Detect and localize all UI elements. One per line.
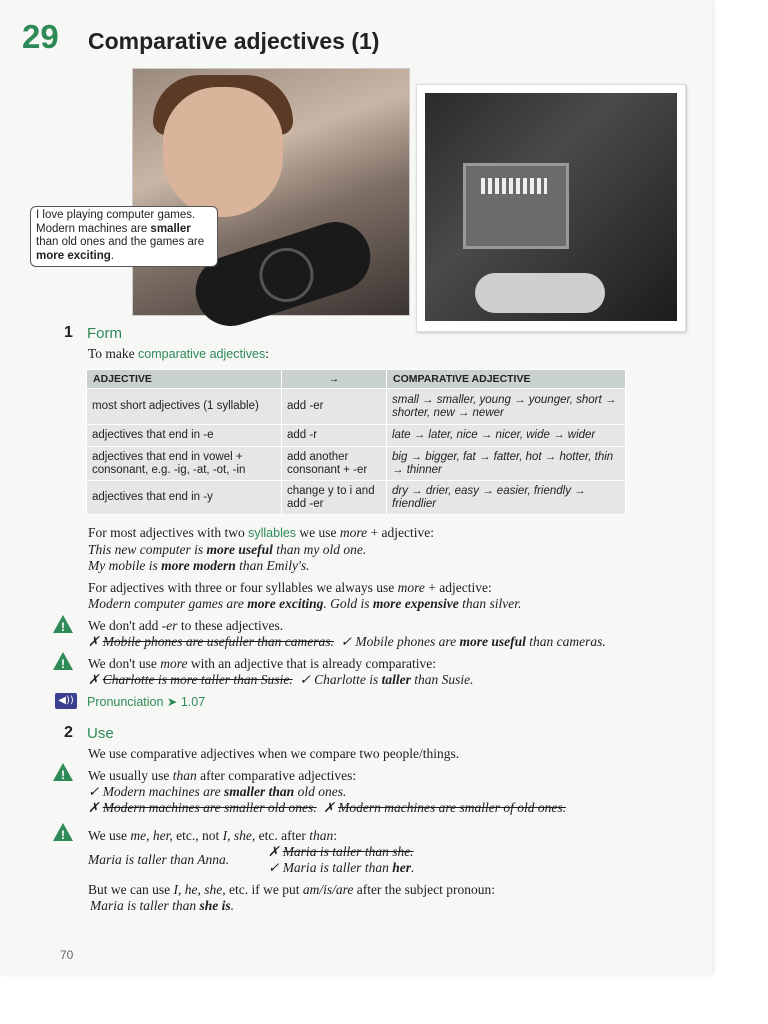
warning-example: ✗ Charlotte is more taller than Susie. ✓ Charlotte is taller than Susie. xyxy=(88,672,474,687)
three-syllables-rule: For adjectives with three or four syllables we always use more + adjective: xyxy=(88,580,492,595)
audio-icon[interactable]: ◀)) xyxy=(55,693,77,709)
section-title: Use xyxy=(87,725,114,742)
use-intro: We use comparative adjectives when we compare two people/things. xyxy=(88,746,460,761)
warning-icon xyxy=(52,614,74,634)
unit-number: 29 xyxy=(22,18,59,55)
warning-example: ✗ Maria is taller than she. xyxy=(268,844,414,859)
section-title: Form xyxy=(87,325,122,342)
form-intro: To make comparative adjectives: xyxy=(88,346,269,361)
svg-text:!: ! xyxy=(61,768,65,782)
warning-icon xyxy=(52,822,74,842)
table-cell: add -r xyxy=(282,425,387,447)
table-row xyxy=(87,481,626,515)
table-cell: dry → drier, easy → easier, friendly → friendlier xyxy=(387,481,626,515)
warning-example: ✗ Modern machines are smaller old ones. ✗ Modern machines are smaller of old ones. xyxy=(88,800,566,815)
two-syllables-rule: For most adjectives with two syllables we use more + adjective: xyxy=(88,525,435,540)
photo-boy-gaming xyxy=(132,68,410,316)
warning-text: We don't add -er to these adjectives. xyxy=(88,618,284,633)
warning-example: ✗ Mobile phones are usefuller than cameras. ✓ Mobile phones are more useful than cameras. xyxy=(88,634,606,649)
table-row xyxy=(87,447,626,481)
svg-text:!: ! xyxy=(61,828,65,842)
table-cell: most short adjectives (1 syllable) xyxy=(87,389,282,425)
section-number: 2 xyxy=(64,724,73,741)
warning-text: We use me, her, etc., not I, she, etc. after than: xyxy=(88,828,338,843)
table-cell: late → later, nice → nicer, wide → wider xyxy=(387,425,626,447)
svg-text:!: ! xyxy=(61,657,65,671)
table-row xyxy=(87,389,626,425)
table-cell: add -er xyxy=(282,389,387,425)
table-cell: adjectives that end in -e xyxy=(87,425,282,447)
example-sentence: Modern computer games are more exciting. Gold is more expensive than silver. xyxy=(88,596,522,611)
example-sentence: Maria is taller than she is. xyxy=(90,898,235,913)
warning-example: Maria is taller than Anna. xyxy=(88,852,230,867)
table-header: ADJECTIVE xyxy=(87,370,282,389)
warning-example: ✓ Modern machines are smaller than old ones. xyxy=(88,784,347,799)
table-row xyxy=(87,425,626,447)
table-cell: change y to i and add -er xyxy=(282,481,387,515)
speech-bubble: I love playing computer games. Modern machines are smaller than old ones and the games are more exciting. xyxy=(30,206,218,267)
page-number: 70 xyxy=(60,948,74,962)
pronunciation-link[interactable]: Pronunciation ➤ 1.07 xyxy=(87,695,206,709)
table-header: COMPARATIVE ADJECTIVE xyxy=(387,370,626,389)
warning-text: We usually use than after comparative adjectives: xyxy=(88,768,357,783)
warning-icon xyxy=(52,762,74,782)
warning-text: We don't use more with an adjective that is already comparative: xyxy=(88,656,436,671)
warning-icon xyxy=(52,651,74,671)
svg-text:!: ! xyxy=(61,620,65,634)
pronoun-rule: But we can use I, he, she, etc. if we put am/is/are after the subject pronoun: xyxy=(88,882,496,897)
page-title: Comparative adjectives (1) xyxy=(88,28,380,54)
table-cell: adjectives that end in -y xyxy=(87,481,282,515)
comparative-table xyxy=(86,369,626,515)
example-sentence: My mobile is more modern than Emily's. xyxy=(88,558,310,573)
photo-arcade-machine xyxy=(416,84,686,332)
table-cell: small → smaller, young → younger, short → shorter, new → newer xyxy=(387,389,626,425)
table-cell: add another consonant + -er xyxy=(282,447,387,481)
warning-example: ✓ Maria is taller than her. xyxy=(268,860,415,875)
table-cell: big → bigger, fat → fatter, hot → hotter, thin → thinner xyxy=(387,447,626,481)
table-header: → xyxy=(282,370,387,389)
example-sentence: This new computer is more useful than my old one. xyxy=(88,542,367,557)
section-number: 1 xyxy=(64,324,73,341)
table-cell: adjectives that end in vowel + consonant, e.g. -ig, -at, -ot, -in xyxy=(87,447,282,481)
